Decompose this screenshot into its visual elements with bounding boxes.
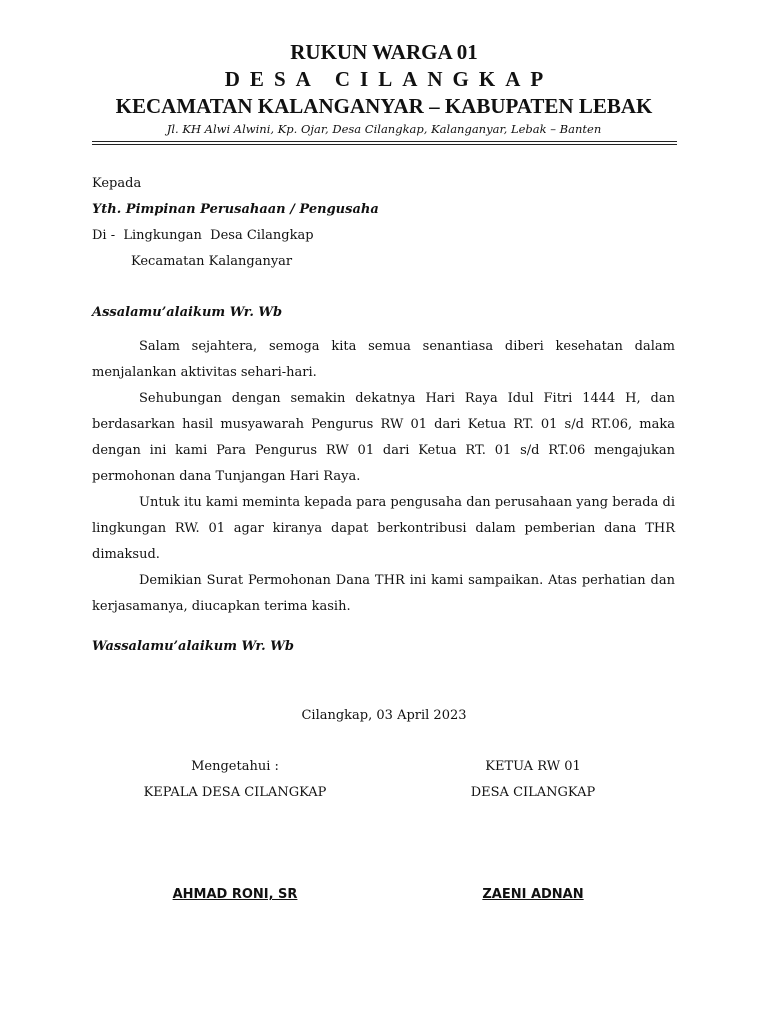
letterhead-divider-top	[92, 141, 677, 142]
letterhead-district: KECAMATAN KALANGANYAR – KABUPATEN LEBAK	[115, 94, 653, 118]
left-signature-title: KEPALA DESA CILANGKAP	[143, 785, 327, 800]
body-paragraph-1: Salam sejahtera, semoga kita semua senantiasa diberi kesehatan dalam menjalankan aktivitas sehari-hari.	[92, 339, 675, 380]
left-signature-caption: Mengetahui :	[191, 759, 279, 774]
opening-salutation: Assalamu’alaikum Wr. Wb	[92, 305, 283, 320]
letterhead-divider-bottom	[92, 144, 677, 145]
body-paragraph-4: Demikian Surat Permohonan Dana THR ini kami sampaikan. Atas perhatian dan kerjasamanya, diucapkan terima kasih.	[92, 573, 675, 614]
closing-salutation: Wassalamu’alaikum Wr. Wb	[92, 639, 294, 654]
right-signature-caption: KETUA RW 01	[485, 759, 581, 774]
body-paragraph-2: Sehubungan dengan semakin dekatnya Hari Raya Idul Fitri 1444 H, dan berdasarkan hasil musyawarah Pengurus RW 01 dari Ketua RT. 01 s/d RT.06, maka dengan ini kami Para Pengurus RW 01 dari Ketua RT. 01 s/d RT.06 mengajukan permohonan dana Tunjangan Hari Raya.	[92, 391, 675, 484]
recipient-location: Di - Lingkungan Desa Cilangkap	[92, 228, 314, 243]
letterhead-organization: RUKUN WARGA 01	[290, 40, 478, 64]
recipient-addressee: Yth. Pimpinan Perusahaan / Pengusaha	[92, 202, 379, 217]
letterhead-village: DESA CILANGKAP	[224, 67, 554, 91]
letter-body	[92, 334, 675, 620]
right-signatory-name: ZAENI ADNAN	[482, 887, 584, 902]
recipient-kepada: Kepada	[92, 176, 142, 191]
right-signature-title: DESA CILANGKAP	[470, 785, 596, 800]
body-paragraph-3: Untuk itu kami meminta kepada para pengusaha dan perusahaan yang berada di lingkungan RW. 01 agar kiranya dapat berkontribusi dalam pemberian dana THR dimaksud.	[92, 495, 675, 562]
place-date: Cilangkap, 03 April 2023	[301, 708, 467, 723]
letterhead-address: Jl. KH Alwi Alwini, Kp. Ojar, Desa Cilangkap, Kalanganyar, Lebak – Banten	[166, 122, 602, 136]
left-signatory-name: AHMAD RONI, SR	[172, 887, 298, 902]
recipient-district: Kecamatan Kalanganyar	[131, 254, 293, 269]
